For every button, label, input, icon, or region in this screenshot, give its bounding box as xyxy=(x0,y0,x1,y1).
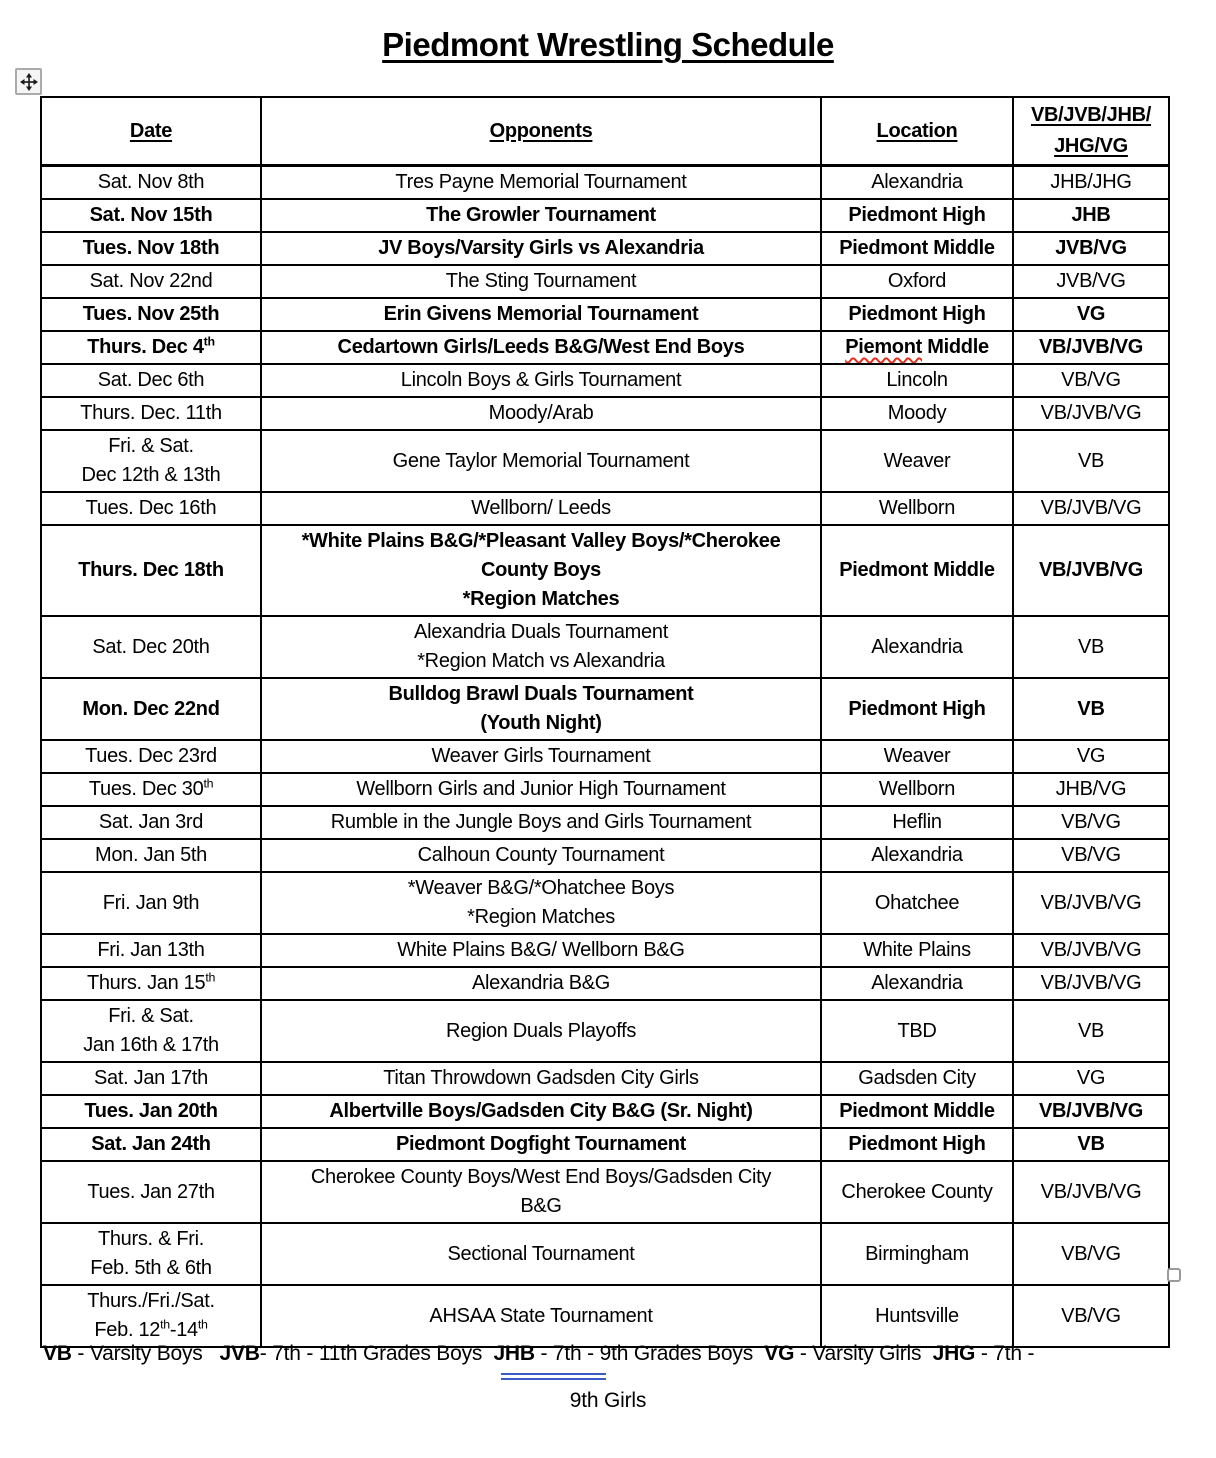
table-row xyxy=(41,740,1169,773)
cell-teams: VB/VG xyxy=(1013,364,1169,397)
cell-teams: JHB/JHG xyxy=(1013,166,1169,200)
legend-double-underline xyxy=(501,1373,606,1380)
cell-date: Fri. & Sat. Dec 12th & 13th xyxy=(41,430,261,492)
table-row xyxy=(41,616,1169,678)
table-row xyxy=(41,397,1169,430)
cell-teams: VB/VG xyxy=(1013,806,1169,839)
legend-abbr: JVB xyxy=(219,1342,260,1365)
table-move-handle[interactable] xyxy=(15,68,42,95)
cell-teams: VB/JVB/VG xyxy=(1013,397,1169,430)
cell-date: Thurs. & Fri. Feb. 5th & 6th xyxy=(41,1223,261,1285)
cell-opponents: Gene Taylor Memorial Tournament xyxy=(261,430,821,492)
cell-teams: VB/JVB/VG xyxy=(1013,1095,1169,1128)
cell-location: Alexandria xyxy=(821,616,1013,678)
cell-date: Tues. Jan 20th xyxy=(41,1095,261,1128)
table-row xyxy=(41,1285,1169,1347)
cell-date: Sat. Nov 15th xyxy=(41,199,261,232)
table-resize-handle[interactable] xyxy=(1167,1268,1181,1282)
cell-opponents: Alexandria Duals Tournament *Region Match vs Alexandria xyxy=(261,616,821,678)
legend-text: - Varsity Girls xyxy=(794,1342,933,1365)
cell-date: Thurs. Dec. 11th xyxy=(41,397,261,430)
cell-location: Moody xyxy=(821,397,1013,430)
cell-opponents: Erin Givens Memorial Tournament xyxy=(261,298,821,331)
cell-teams: VB/VG xyxy=(1013,1285,1169,1347)
cell-teams: JVB/VG xyxy=(1013,232,1169,265)
cell-opponents: Wellborn Girls and Junior High Tournament xyxy=(261,773,821,806)
cell-teams: VB xyxy=(1013,1000,1169,1062)
cell-teams: VB/JVB/VG xyxy=(1013,1161,1169,1223)
cell-opponents: Region Duals Playoffs xyxy=(261,1000,821,1062)
cell-date: Thurs. Jan 15th xyxy=(41,967,261,1000)
cell-opponents: White Plains B&G/ Wellborn B&G xyxy=(261,934,821,967)
cell-location: TBD xyxy=(821,1000,1013,1062)
legend-abbr: JHG xyxy=(932,1342,976,1365)
cell-teams: VB xyxy=(1013,678,1169,740)
table-row xyxy=(41,1000,1169,1062)
cell-date: Sat. Jan 17th xyxy=(41,1062,261,1095)
cell-date: Tues. Dec 23rd xyxy=(41,740,261,773)
cell-location: Cherokee County xyxy=(821,1161,1013,1223)
cell-location: Piedmont High xyxy=(821,1128,1013,1161)
cell-opponents: AHSAA State Tournament xyxy=(261,1285,821,1347)
schedule-body xyxy=(41,166,1169,1348)
cell-location: Wellborn xyxy=(821,773,1013,806)
table-row xyxy=(41,430,1169,492)
cell-location: Piedmont Middle xyxy=(821,232,1013,265)
cell-date: Sat. Jan 3rd xyxy=(41,806,261,839)
cell-opponents: JV Boys/Varsity Girls vs Alexandria xyxy=(261,232,821,265)
table-row xyxy=(41,1161,1169,1223)
table-row xyxy=(41,839,1169,872)
legend-line2: 9th Girls xyxy=(569,1389,647,1412)
table-row xyxy=(41,232,1169,265)
cell-date: Thurs. Dec 18th xyxy=(41,525,261,616)
legend-text: - 7th - 11th Grades Boys xyxy=(259,1342,494,1365)
cell-teams: VG xyxy=(1013,298,1169,331)
cell-teams: VB/VG xyxy=(1013,1223,1169,1285)
cell-teams: VB/JVB/VG xyxy=(1013,492,1169,525)
cell-location: Piedmont Middle xyxy=(821,525,1013,616)
cell-teams: JHB xyxy=(1013,199,1169,232)
header-row xyxy=(41,97,1169,166)
cell-location: Weaver xyxy=(821,430,1013,492)
table-row xyxy=(41,331,1169,364)
cell-teams: VB/JVB/VG xyxy=(1013,872,1169,934)
cell-location: Alexandria xyxy=(821,166,1013,200)
schedule-table xyxy=(40,96,1170,1348)
cell-teams: VB/JVB/VG xyxy=(1013,934,1169,967)
legend-abbr: VG xyxy=(764,1342,795,1365)
cell-location: Ohatchee xyxy=(821,872,1013,934)
cell-opponents: Sectional Tournament xyxy=(261,1223,821,1285)
header-date: Date xyxy=(41,97,261,166)
cell-location: Birmingham xyxy=(821,1223,1013,1285)
cell-teams: JVB/VG xyxy=(1013,265,1169,298)
move-arrows-icon xyxy=(20,73,38,91)
cell-location: White Plains xyxy=(821,934,1013,967)
table-row xyxy=(41,678,1169,740)
cell-location: Lincoln xyxy=(821,364,1013,397)
cell-date: Sat. Nov 22nd xyxy=(41,265,261,298)
cell-date: Tues. Dec 16th xyxy=(41,492,261,525)
cell-opponents: Moody/Arab xyxy=(261,397,821,430)
cell-teams: VB/JVB/VG xyxy=(1013,525,1169,616)
cell-teams: VB/VG xyxy=(1013,839,1169,872)
cell-opponents: Weaver Girls Tournament xyxy=(261,740,821,773)
cell-teams: VB xyxy=(1013,430,1169,492)
table-row xyxy=(41,1128,1169,1161)
cell-location: Piedmont High xyxy=(821,199,1013,232)
cell-date: Sat. Nov 8th xyxy=(41,166,261,200)
cell-date: Sat. Jan 24th xyxy=(41,1128,261,1161)
table-row xyxy=(41,166,1169,200)
cell-opponents: Titan Throwdown Gadsden City Girls xyxy=(261,1062,821,1095)
cell-opponents: Piedmont Dogfight Tournament xyxy=(261,1128,821,1161)
legend-abbr: VB xyxy=(43,1342,72,1365)
cell-date: Sat. Dec 6th xyxy=(41,364,261,397)
cell-opponents: Wellborn/ Leeds xyxy=(261,492,821,525)
header-location: Location xyxy=(821,97,1013,166)
table-row xyxy=(41,934,1169,967)
cell-date: Tues. Nov 18th xyxy=(41,232,261,265)
cell-location: Piedmont Middle xyxy=(821,1095,1013,1128)
legend-text: - 7th - xyxy=(975,1342,1035,1365)
cell-date: Thurs./Fri./Sat. Feb. 12th-14th xyxy=(41,1285,261,1347)
legend-text: - 7th - 9th Grades Boys xyxy=(534,1342,765,1365)
table-row xyxy=(41,364,1169,397)
cell-opponents: The Sting Tournament xyxy=(261,265,821,298)
table-row xyxy=(41,773,1169,806)
cell-date: Fri. & Sat. Jan 16th & 17th xyxy=(41,1000,261,1062)
cell-location: Wellborn xyxy=(821,492,1013,525)
cell-location: Weaver xyxy=(821,740,1013,773)
header-opponents: Opponents xyxy=(261,97,821,166)
legend-text: - Varsity Boys xyxy=(71,1342,220,1365)
cell-opponents: Rumble in the Jungle Boys and Girls Tournament xyxy=(261,806,821,839)
cell-opponents: Tres Payne Memorial Tournament xyxy=(261,166,821,200)
cell-date: Thurs. Dec 4th xyxy=(41,331,261,364)
cell-teams: VG xyxy=(1013,1062,1169,1095)
table-row xyxy=(41,265,1169,298)
cell-location: Piedmont High xyxy=(821,298,1013,331)
cell-opponents: Bulldog Brawl Duals Tournament (Youth Night) xyxy=(261,678,821,740)
cell-teams: VG xyxy=(1013,740,1169,773)
legend xyxy=(0,1342,1216,1413)
cell-location: Piemont Middle xyxy=(821,331,1013,364)
table-row xyxy=(41,1095,1169,1128)
cell-opponents: Cedartown Girls/Leeds B&G/West End Boys xyxy=(261,331,821,364)
cell-location: Piedmont High xyxy=(821,678,1013,740)
table-row xyxy=(41,967,1169,1000)
table-row xyxy=(41,806,1169,839)
header-teams: VB/JVB/JHB/ JHG/VG xyxy=(1013,97,1169,166)
legend-abbr: JHB xyxy=(493,1342,535,1365)
cell-date: Mon. Jan 5th xyxy=(41,839,261,872)
cell-opponents: *White Plains B&G/*Pleasant Valley Boys/*Cherokee County Boys *Region Matches xyxy=(261,525,821,616)
cell-location: Gadsden City xyxy=(821,1062,1013,1095)
table-row xyxy=(41,872,1169,934)
table-row xyxy=(41,492,1169,525)
cell-location: Huntsville xyxy=(821,1285,1013,1347)
cell-location: Alexandria xyxy=(821,967,1013,1000)
page-title: Piedmont Wrestling Schedule xyxy=(382,26,834,63)
cell-opponents: Lincoln Boys & Girls Tournament xyxy=(261,364,821,397)
cell-date: Fri. Jan 9th xyxy=(41,872,261,934)
cell-date: Tues. Jan 27th xyxy=(41,1161,261,1223)
cell-opponents: The Growler Tournament xyxy=(261,199,821,232)
table-row xyxy=(41,525,1169,616)
cell-teams: JHB/VG xyxy=(1013,773,1169,806)
cell-teams: VB xyxy=(1013,616,1169,678)
cell-opponents: Albertville Boys/Gadsden City B&G (Sr. Night) xyxy=(261,1095,821,1128)
cell-date: Fri. Jan 13th xyxy=(41,934,261,967)
cell-opponents: Alexandria B&G xyxy=(261,967,821,1000)
cell-location: Oxford xyxy=(821,265,1013,298)
cell-opponents: Calhoun County Tournament xyxy=(261,839,821,872)
table-row xyxy=(41,1062,1169,1095)
cell-teams: VB xyxy=(1013,1128,1169,1161)
table-row xyxy=(41,1223,1169,1285)
cell-date: Tues. Nov 25th xyxy=(41,298,261,331)
cell-location: Alexandria xyxy=(821,839,1013,872)
cell-date: Mon. Dec 22nd xyxy=(41,678,261,740)
legend-line1 xyxy=(0,1342,1216,1366)
cell-date: Tues. Dec 30th xyxy=(41,773,261,806)
cell-opponents: Cherokee County Boys/West End Boys/Gadsden City B&G xyxy=(261,1161,821,1223)
cell-date: Sat. Dec 20th xyxy=(41,616,261,678)
cell-teams: VB/JVB/VG xyxy=(1013,331,1169,364)
cell-opponents: *Weaver B&G/*Ohatchee Boys *Region Matches xyxy=(261,872,821,934)
cell-location: Heflin xyxy=(821,806,1013,839)
table-row xyxy=(41,199,1169,232)
table-row xyxy=(41,298,1169,331)
cell-teams: VB/JVB/VG xyxy=(1013,967,1169,1000)
